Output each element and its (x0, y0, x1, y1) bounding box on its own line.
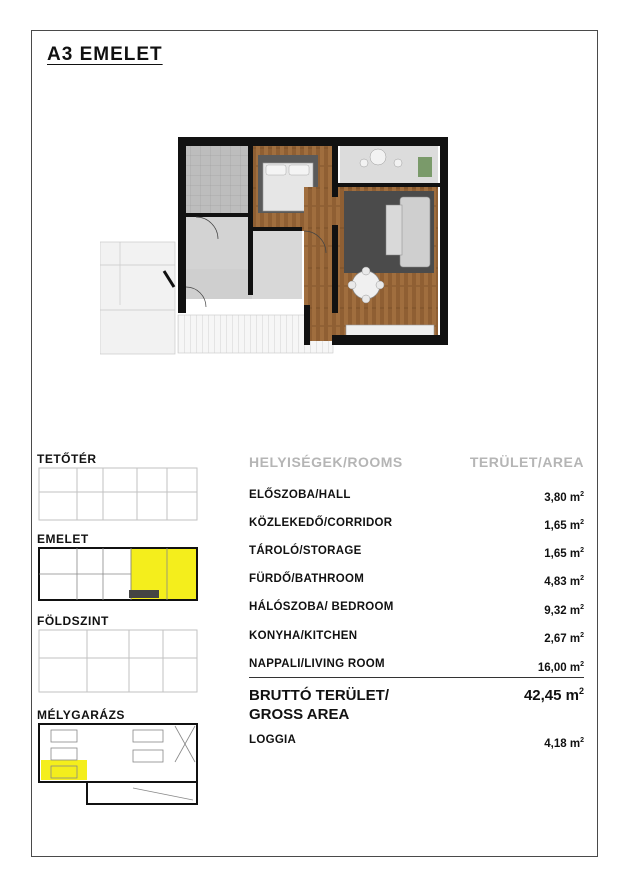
highlighted-parking (41, 760, 87, 780)
gross-area-value: 42,45 $m^2$ (523, 686, 584, 704)
table-divider (249, 677, 584, 678)
room-area: 1,65 $m^2$ (544, 519, 584, 532)
room-area: 4,83 $m^2$ (544, 575, 584, 588)
room-name: HÁLÓSZOBA/ BEDROOM (249, 601, 394, 613)
room-area: 2,67 $m^2$ (544, 632, 584, 645)
gross-area-label: BRUTTÓ TERÜLET/ GROSS AREA (249, 687, 389, 723)
area-column-header: TERÜLET/AREA (469, 454, 584, 470)
level-label-upper-floor: EMELET (37, 532, 89, 546)
room-area: 9,32 $m^2$ (544, 604, 584, 617)
page-title: A3 EMELET (47, 44, 163, 65)
attic-key-plan (37, 466, 199, 522)
level-label-attic: TETŐTÉR (37, 452, 97, 466)
rooms-column-header: HELYISÉGEK/ROOMS (249, 454, 403, 470)
room-area: 1,65 $m^2$ (544, 547, 584, 560)
loggia-name: LOGGIA (249, 734, 297, 746)
garage-key-plan (37, 722, 199, 806)
ground-floor-key-plan (37, 628, 199, 694)
level-label-ground-floor: FÖLDSZINT (37, 614, 109, 628)
room-name: ELŐSZOBA/HALL (249, 489, 351, 501)
room-name: FÜRDŐ/BATHROOM (249, 573, 365, 585)
apartment-floor-plan (100, 135, 450, 357)
room-name: NAPPALI/LIVING ROOM (249, 658, 385, 670)
level-label-garage: MÉLYGARÁZS (37, 708, 125, 722)
room-name: KONYHA/KITCHEN (249, 630, 358, 642)
loggia-area: 4,18 $m^2$ (544, 737, 584, 750)
room-name: KÖZLEKEDŐ/CORRIDOR (249, 517, 393, 529)
room-area: 16,00 $m^2$ (537, 661, 584, 674)
room-name: TÁROLÓ/STORAGE (249, 545, 362, 557)
upper-floor-key-plan (37, 546, 199, 602)
room-area: 3,80 $m^2$ (544, 491, 584, 504)
